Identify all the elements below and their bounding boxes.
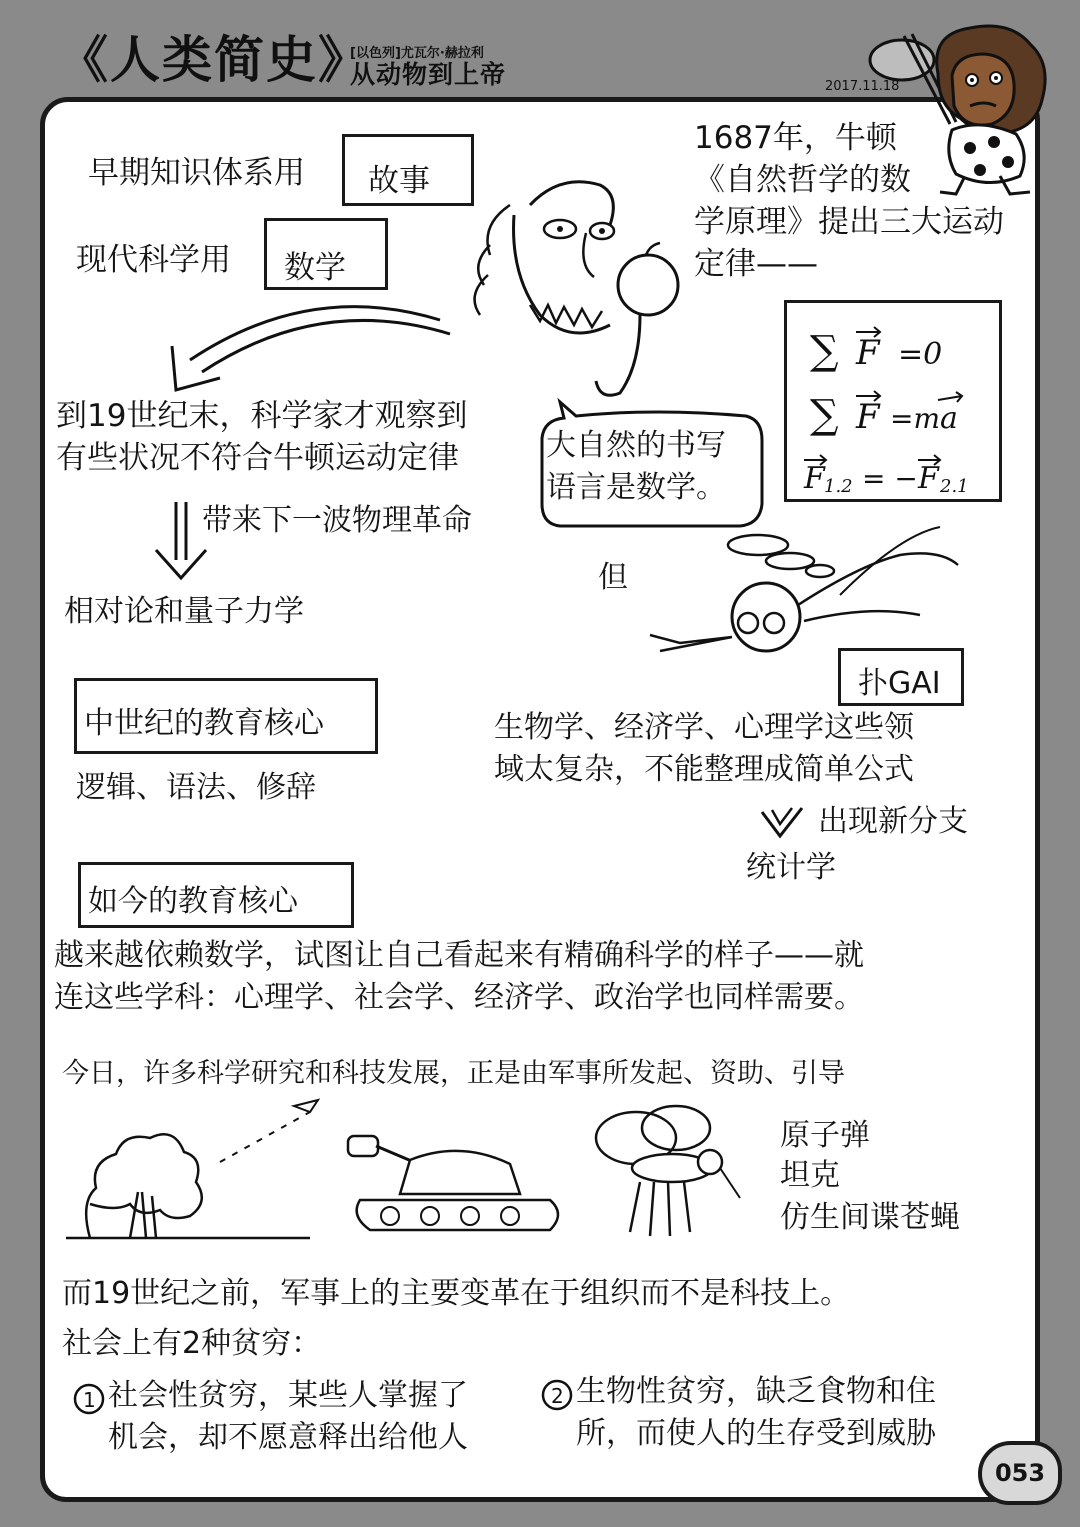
svg-text:1: 1 (83, 1388, 96, 1412)
military-item-atomic-bomb: 原子弹 (780, 1118, 870, 1153)
military-intro-text: 今日，许多科学研究和科技发展，正是由军事所发起、资助、引导 (62, 1058, 845, 1089)
falling-scientist-illustration (640, 525, 970, 665)
number-one-icon (72, 1382, 106, 1416)
modern-education-label: 如今的教育核心 (88, 884, 298, 919)
svg-text:=m: =m (890, 402, 941, 435)
pugai-label: 扑GAI (858, 666, 941, 701)
book-title: 《人类简史》 (58, 31, 370, 89)
military-item-spy-fly: 仿生间谍苍蝇 (780, 1200, 960, 1235)
nineteenth-line-2: 有些状况不符合牛顿运动定律 (56, 440, 459, 476)
but-text: 但 (598, 560, 628, 595)
number-two-icon (540, 1378, 574, 1412)
page-number: 053 (978, 1441, 1062, 1505)
complex-fields-line-2: 域太复杂，不能整理成简单公式 (494, 752, 914, 787)
book-subtitle: 从动物到上帝 (350, 60, 507, 89)
svg-text:F: F (856, 397, 880, 437)
modern-education-line-1: 越来越依赖数学，试图让自己看起来有精确科学的样子——就 (54, 938, 864, 973)
social-poverty-line-2: 机会，却不愿意释出给他人 (108, 1420, 468, 1455)
svg-text:2: 2 (551, 1384, 564, 1408)
tank-illustration (340, 1130, 570, 1240)
newton-line-1: 1687年，牛顿 (694, 120, 897, 156)
newton-illustration (470, 165, 690, 415)
atomic-bomb-illustration (60, 1092, 320, 1252)
svg-text:= −: = − (862, 462, 918, 495)
medieval-education-text: 逻辑、语法、修辞 (76, 770, 316, 805)
military-item-tank: 坦克 (780, 1158, 840, 1193)
curved-arrow-icon (150, 290, 450, 400)
date-stamp: 2017.11.18 (825, 79, 900, 94)
author-name: [以色列]尤瓦尔·赫拉利 (350, 46, 484, 61)
spy-fly-illustration (580, 1102, 760, 1242)
new-branch-text: 出现新分支 (818, 804, 968, 839)
complex-fields-line-1: 生物学、经济学、心理学这些领 (494, 710, 914, 745)
speech-bubble (536, 400, 768, 532)
svg-text:∑: ∑ (810, 328, 839, 374)
story-label: 故事 (368, 163, 430, 199)
svg-text:2.1: 2.1 (940, 476, 969, 497)
svg-text:F: F (856, 333, 880, 373)
medieval-education-label: 中世纪的教育核心 (84, 706, 324, 741)
svg-text:a: a (940, 401, 958, 436)
speech-line-2: 语言是数学。 (546, 470, 726, 505)
svg-text:∑: ∑ (810, 392, 839, 438)
biological-poverty-line-2: 所，而使人的生存受到威胁 (576, 1416, 936, 1451)
statistics-text: 统计学 (746, 850, 836, 885)
pre-19th-century-text: 而19世纪之前，军事上的主要变革在于组织而不是科技上。 (62, 1276, 851, 1311)
svg-text:F: F (918, 461, 939, 496)
small-arrow-icon (758, 800, 810, 846)
biological-poverty-line-1: 生物性贫穷，缺乏食物和住 (576, 1374, 936, 1409)
apple-icon (618, 255, 678, 315)
poverty-intro-text: 社会上有2种贫穷： (62, 1326, 322, 1361)
svg-text:=0: =0 (898, 337, 943, 372)
math-label: 数学 (284, 250, 346, 286)
newton-line-3: 学原理》提出三大运动 (694, 204, 1004, 240)
modern-education-line-2: 连这些学科：心理学、社会学、经济学、政治学也同样需要。 (54, 980, 864, 1015)
newton-line-4: 定律—— (694, 246, 818, 282)
social-poverty-line-1: 社会性贫穷，某些人掌握了 (108, 1378, 468, 1413)
modern-science-text: 现代科学用 (76, 242, 231, 278)
svg-text:1.2: 1.2 (824, 476, 853, 497)
physics-wave-text: 带来下一波物理革命 (202, 503, 472, 538)
relativity-quantum-text: 相对论和量子力学 (64, 594, 304, 629)
newton-line-2: 《自然哲学的数 (694, 162, 911, 198)
nineteenth-line-1: 到19世纪末，科学家才观察到 (56, 398, 468, 434)
svg-text:F: F (804, 461, 825, 496)
newton-laws-formulas (800, 312, 1000, 502)
early-knowledge-text: 早期知识体系用 (88, 155, 305, 191)
speech-line-1: 大自然的书写 (546, 428, 726, 463)
